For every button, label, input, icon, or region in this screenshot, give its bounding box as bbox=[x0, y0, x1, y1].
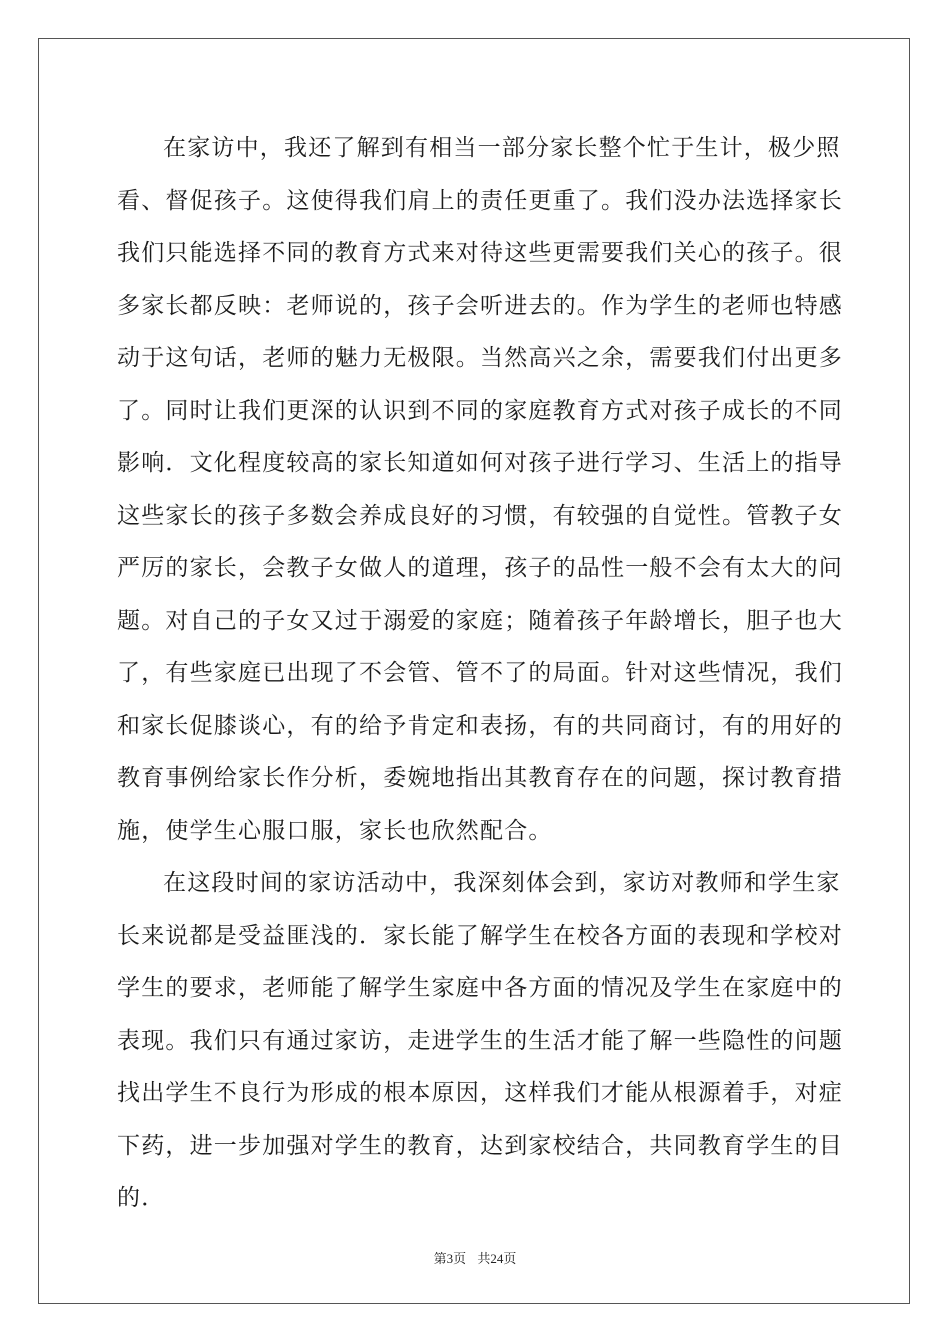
text-line: 我们只能选择不同的教育方式来对待这些更需要我们关心的孩子。很 bbox=[117, 240, 843, 266]
text-line: 的． bbox=[117, 1185, 166, 1211]
page-number: 第3页 bbox=[433, 1251, 467, 1266]
page-footer bbox=[0, 1248, 950, 1267]
text-line: 了。同时让我们更深的认识到不同的家庭教育方式对孩子成长的不同 bbox=[117, 397, 843, 424]
text-line: 动于这句话，老师的魅力无极限。当然高兴之余，需要我们付出更多 bbox=[117, 345, 843, 371]
text-line: 找出学生不良行为形成的根本原因，这样我们才能从根源着手，对症 bbox=[117, 1080, 843, 1106]
text-line: 学生的要求，老师能了解学生家庭中各方面的情况及学生在家庭中的 bbox=[117, 975, 843, 1001]
text-line: 表现。我们只有通过家访，走进学生的生活才能了解一些隐性的问题 bbox=[117, 1027, 843, 1054]
text-line: 影响．文化程度较高的家长知道如何对孩子进行学习、生活上的指导 bbox=[117, 450, 843, 476]
text-line: 长来说都是受益匪浅的．家长能了解学生在校各方面的表现和学校对 bbox=[117, 922, 843, 949]
text-line: 了，有些家庭已出现了不会管、管不了的局面。针对这些情况，我们 bbox=[117, 660, 843, 686]
paragraph-1 bbox=[117, 122, 843, 857]
text-line: 和家长促膝谈心，有的给予肯定和表扬，有的共同商讨，有的用好的 bbox=[117, 712, 843, 739]
text-line: 施，使学生心服口服，家长也欣然配合。 bbox=[117, 817, 553, 844]
text-line: 在这段时间的家访活动中，我深刻体会到，家访对教师和学生家 bbox=[163, 870, 841, 896]
document-body bbox=[117, 122, 843, 1225]
text-line: 看、督促孩子。这使得我们肩上的责任更重了。我们没办法选择家长 bbox=[117, 187, 843, 214]
text-line: 教育事例给家长作分析，委婉地指出其教育存在的问题，探讨教育措 bbox=[117, 765, 843, 791]
text-line: 下药，进一步加强对学生的教育，达到家校结合，共同教育学生的目 bbox=[117, 1132, 843, 1159]
text-line: 严厉的家长，会教子女做人的道理，孩子的品性一般不会有太大的问 bbox=[117, 555, 843, 581]
text-line: 题。对自己的子女又过于溺爱的家庭；随着孩子年龄增长，胆子也大 bbox=[117, 607, 843, 634]
page-total: 共24页 bbox=[477, 1251, 517, 1266]
paragraph-2 bbox=[117, 857, 843, 1225]
text-line: 多家长都反映：老师说的，孩子会听进去的。作为学生的老师也特感 bbox=[117, 292, 843, 319]
text-line: 这些家长的孩子多数会养成良好的习惯，有较强的自觉性。管教子女 bbox=[117, 502, 843, 529]
text-line: 在家访中，我还了解到有相当一部分家长整个忙于生计，极少照 bbox=[163, 135, 841, 161]
